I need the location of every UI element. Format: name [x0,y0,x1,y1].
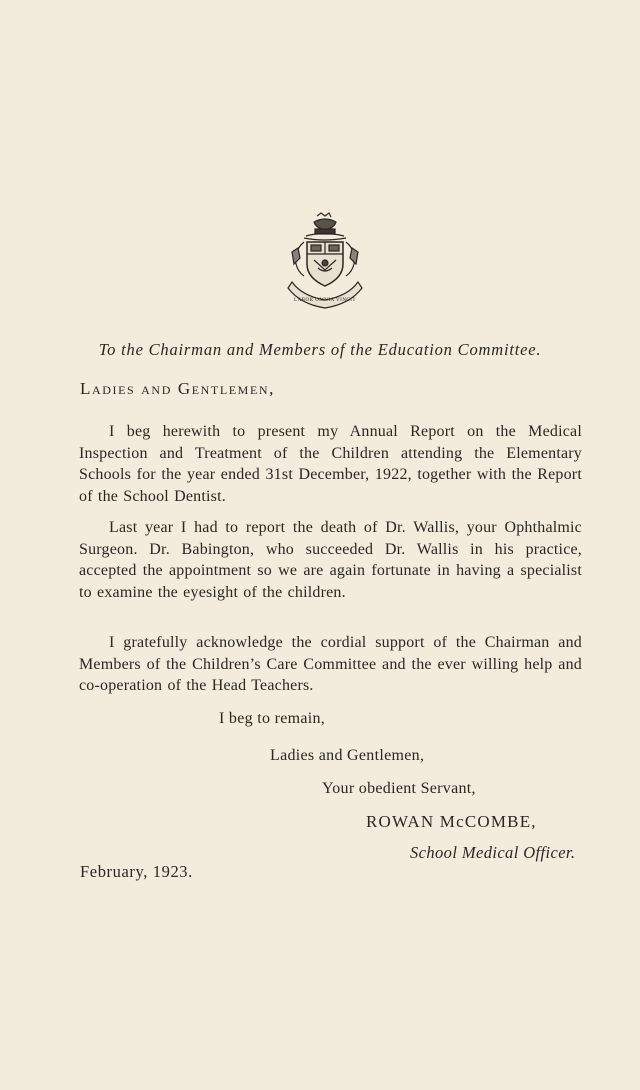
closing-line-servant: Your obedient Servant, [322,780,476,797]
signature-name: ROWAN McCOMBE, [366,812,537,831]
crest-motto: LABOR OMNIA VINCIT [294,298,356,303]
paragraph-ophthalmic: Last year I had to report the death of Dr. Wallis, your Ophthalmic Surgeon. Dr. Babington, who succeeded Dr. Wallis in his practice, accepted the appointment so we are again fortunate in having a specialist to examine the eyesight of the children. [79,519,582,601]
closing-line-salutation: Ladies and Gentlemen, [270,747,425,764]
letter-date: February, 1923. [80,862,193,881]
closing-line-remain: I beg to remain, [219,710,326,727]
letter-salutation: Ladies and Gentlemen, [80,379,275,398]
paragraph-report: I beg herewith to present my Annual Report on the Medical Inspection and Treatment of the Children attending the Elementary Schools for the year ended 31st December, 1922, together with the Report of the School Dentist. [79,423,582,505]
signature-title: School Medical Officer. [410,843,576,862]
letter-address: To the Chairman and Members of the Education Committee. [98,340,542,359]
paragraph-acknowledgement: I gratefully acknowledge the cordial support of the Chairman and Members of the Children’s Care Committee and the ever willing help and co-operation of the Head Teachers. [79,634,582,694]
coat-of-arms-crest-icon [284,212,366,314]
